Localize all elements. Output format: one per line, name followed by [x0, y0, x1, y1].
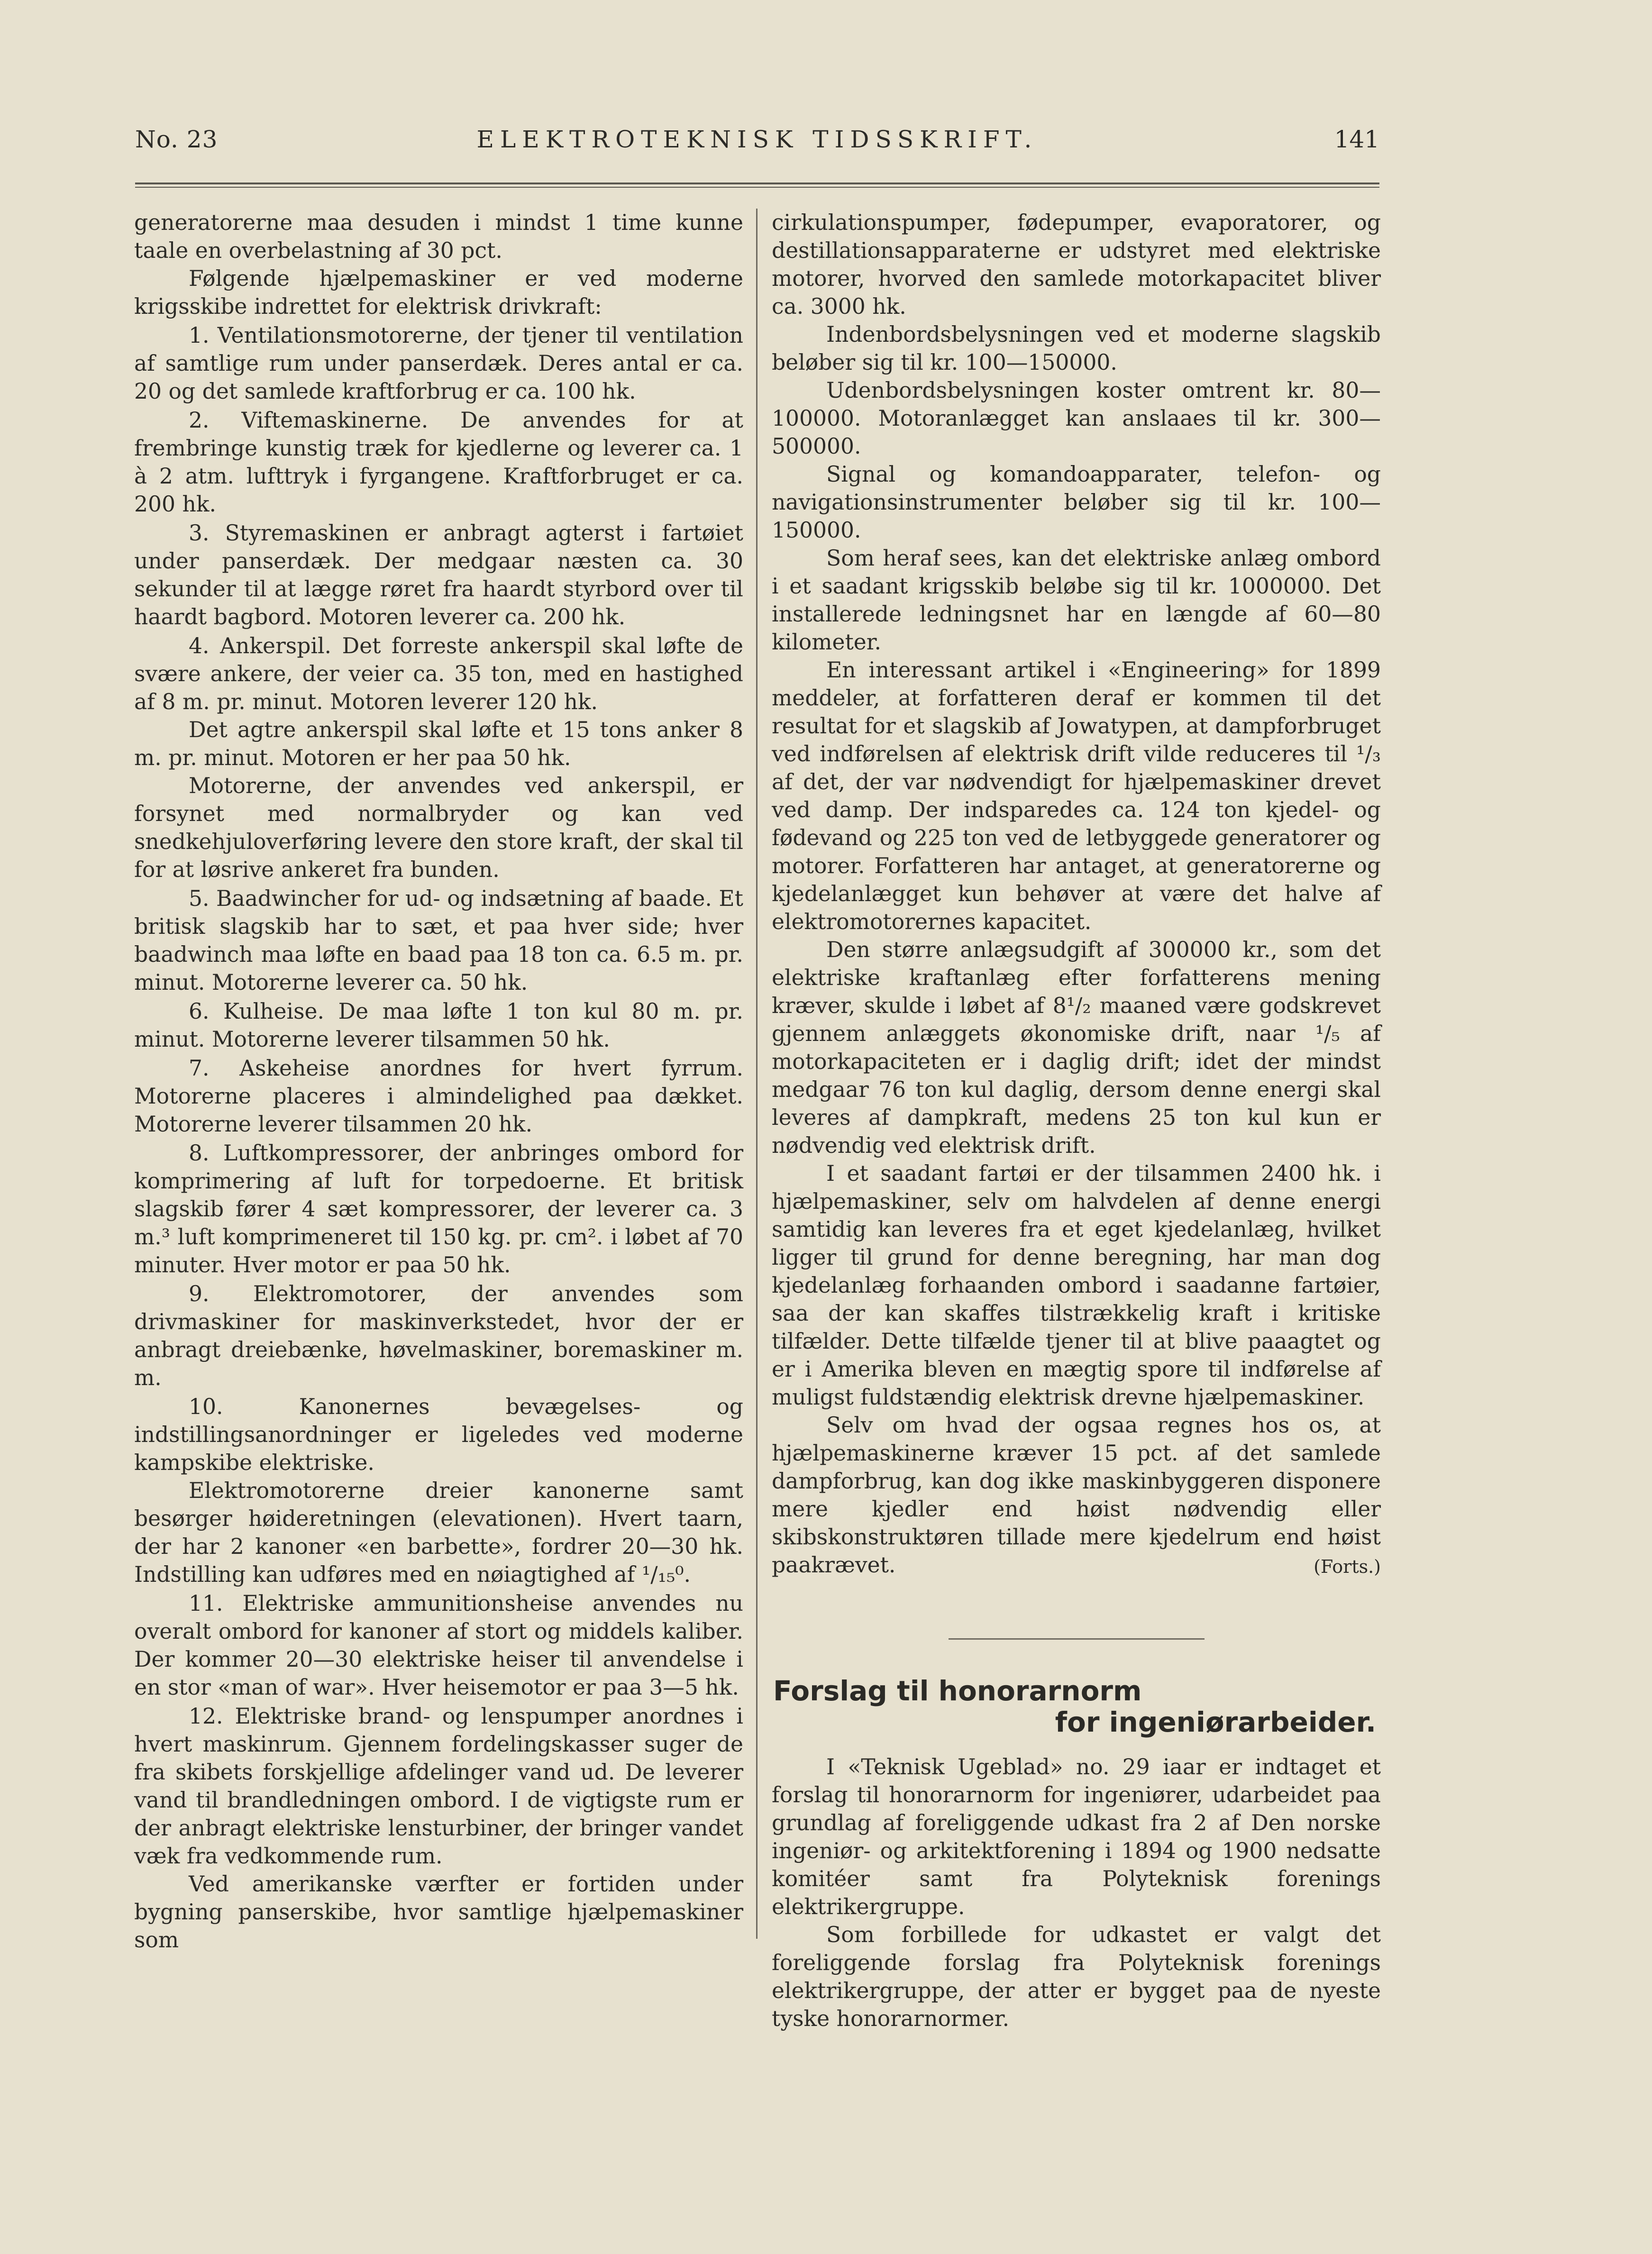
list-item: 10. Kanonernes bevægelses- og indstillingsanordninger er ligeledes ved moderne kampskibe elektriske. — [134, 1394, 743, 1475]
paragraph-text: Selv om hvad der ogsaa regnes hos os, at hjælpemaskinerne kræver 15 pct. af det samlede dampforbrug, kan dog ikke maskinbyggeren disponere mere kjedler end høist nødvendig eller skibskonstruktøren tillade mere kjedelrum end høist paakrævet. — [772, 1413, 1381, 1578]
page-header — [135, 126, 1379, 173]
paragraph: Ved amerikanske værfter er fortiden under bygning panserskibe, hvor samtlige hjælpemaskiner som — [134, 1871, 743, 1953]
paragraph: Som heraf sees, kan det elektriske anlæg ombord i et saadant krigsskib beløbe sig til kr. 1000000. Det installerede ledningsnet har en længde af 60—80 kilometer. — [772, 546, 1381, 655]
right-column — [772, 209, 1381, 2033]
list-item: 9. Elektromotorer, der anvendes som drivmaskiner for maskinverkstedet, hvor der er anbragt dreiebænke, høvelmaskiner, boremaskiner m. m. — [134, 1281, 743, 1390]
header-rule-thin — [135, 187, 1379, 188]
article-title: Forslag til honorarnorm — [773, 1675, 1142, 1707]
list-item: 5. Baadwincher for ud- og indsætning af baade. Et britisk slagskib har to sæt, et paa hver side; hver baadwinch maa løfte en baad paa 18 ton ca. 6.5 m. pr. minut. Motorerne leverer ca. 50 hk. — [134, 886, 743, 995]
list-item: 3. Styremaskinen er anbragt agterst i fartøiet under panserdæk. Der medgaar næsten ca. 30 sekunder til at lægge røret fra haardt styrbord over til haardt bagbord. Motoren leverer ca. 200 hk. — [134, 520, 743, 630]
list-item: 6. Kulheise. De maa løfte 1 ton kul 80 m. pr. minut. Motorerne leverer tilsammen 50 hk. — [134, 999, 743, 1052]
header-rule — [135, 183, 1379, 184]
paragraph: Udenbordsbelysningen koster omtrent kr. 80—100000. Motoranlægget kan anslaaes til kr. 300—500000. — [772, 378, 1381, 459]
list-item: 1. Ventilationsmotorerne, der tjener til ventilation af samtlige rum under panserdæk. Deres antal er ca. 20 og det samlede kraftforbrug er ca. 100 hk. — [134, 323, 743, 404]
list-item: 11. Elektriske ammunitionsheise anvendes nu overalt ombord for kanoner af stort og middels kaliber. Der kommer 20—30 elektriske heiser til anvendelse i en stor «man of war». Hver heisemotor er paa 3—5 hk. — [134, 1591, 743, 1700]
article-title-continued: for ingeniørarbeider. — [1055, 1706, 1376, 1738]
left-column — [134, 209, 743, 1954]
paragraph: Signal og komandoapparater, telefon- og navigationsinstrumenter beløber sig til kr. 100—150000. — [772, 462, 1381, 543]
paragraph: Motorerne, der anvendes ved ankerspil, er forsynet med normalbryder og kan ved snedkehjuloverføring levere den store kraft, der skal til for at løsrive ankeret fra bunden. — [134, 773, 743, 882]
paragraph: Den større anlægsudgift af 300000 kr., som det elektriske kraftanlæg efter forfatterens mening kræver, skulde i løbet af 8¹/₂ maaned være godskrevet gjennem anlæggets økonomiske drift, naar ¹/₅ af motorkapaciteten er i daglig drift; idet der mindst medgaar 76 ton kul daglig, dersom denne energi skal leveres af dampkraft, medens 25 ton kul kun er nødvendig ved elektrisk drift. — [772, 937, 1381, 1158]
paragraph: cirkulationspumper, fødepumper, evaporatorer, og destillationsapparaterne er udstyret med elektriske motorer, hvorved den samlede motorkapacitet bliver ca. 3000 hk. — [772, 210, 1381, 319]
journal-title: ELEKTROTEKNISK TIDSSKRIFT. — [476, 126, 1038, 153]
issue-number: No. 23 — [135, 126, 218, 153]
paragraph: Indenbordsbelysningen ved et moderne slagskib beløber sig til kr. 100—150000. — [772, 322, 1381, 375]
paragraph: Følgende hjælpemaskiner er ved moderne krigsskibe indrettet for elektrisk drivkraft: — [134, 266, 743, 319]
list-item: 4. Ankerspil. Det forreste ankerspil skal løfte de svære ankere, der veier ca. 35 ton, med en hastighed af 8 m. pr. minut. Motoren leverer 120 hk. — [134, 633, 743, 714]
list-item: 12. Elektriske brand- og lenspumper anordnes i hvert maskinrum. Gjennem fordelingskasser suger de fra skibets forskjellige afdelinger vand ud. De leverer vand til brandledningen ombord. I de vigtigste rum er der anbragt elektriske lensturbiner, der bringer vandet væk fra vedkommende rum. — [134, 1704, 743, 1869]
list-item: 7. Askeheise anordnes for hvert fyrrum. Motorerne placeres i almindelighed paa dækket. Motorerne leverer tilsammen 20 hk. — [134, 1056, 743, 1137]
list-item: 2. Viftemaskinerne. De anvendes for at frembringe kunstig træk for kjedlerne og leverer ca. 1 à 2 atm. lufttryk i fyrgangene. Kraftforbruget er ca. 200 hk. — [134, 408, 743, 517]
continuation-note: (Forts.) — [1314, 1556, 1381, 1577]
paragraph: Som forbillede for udkastet er valgt det foreliggende forslag fra Polyteknisk forenings elektrikergruppe, der atter er bygget paa de nyeste tyske honorarnormer. — [772, 1922, 1381, 2031]
paragraph: I et saadant fartøi er der tilsammen 2400 hk. i hjælpemaskiner, selv om halvdelen af denne energi samtidig kan leveres fra et eget kjedelanlæg, hvilket ligger til grund for denne beregning, har man dog kjedelanlæg forhaanden ombord i saadanne fartøier, saa der kan skaffes tilstrækkelig kraft i kritiske tilfælder. Dette tilfælde tjener til at blive paaagtet og er i Amerika bleven en mægtig spore til indførelse af muligst fuldstændig elektrisk drevne hjælpemaskiner. — [772, 1161, 1381, 1410]
paragraph: I «Teknisk Ugeblad» no. 29 iaar er indtaget et forslag til honorarnorm for ingeniører, udarbeidet paa grundlag af foreliggende udkast fra 2 af Den norske ingeniør- og arkitektforening i 1894 og 1900 nedsatte komitéer samt fra Polyteknisk forenings elektrikergruppe. — [772, 1754, 1381, 1919]
column-divider — [756, 209, 758, 1939]
list-item: 8. Luftkompressorer, der anbringes ombord for komprimering af luft for torpedoerne. Et britisk slagskib fører 4 sæt kompressorer, der leverer ca. 3 m.³ luft komprimeneret til 150 kg. pr. cm². i løbet af 70 minuter. Hver motor er paa 50 hk. — [134, 1141, 743, 1278]
paragraph: Det agtre ankerspil skal løfte et 15 tons anker 8 m. pr. minut. Motoren er her paa 50 hk. — [134, 717, 743, 770]
paragraph — [772, 1411, 1381, 1579]
section-divider — [949, 1638, 1205, 1640]
paragraph: En interessant artikel i «Engineering» for 1899 meddeler, at forfatteren deraf er kommen til det resultat for et slagskib af Jowatypen, at dampforbruget ved indførelsen af elektrisk drift vilde reduceres til ¹/₃ af det, der var nødvendigt for hjælpemaskiner drevet ved damp. Der indsparedes ca. 124 ton kjedel- og fødevand og 225 ton ved de letbyggede generatorer og motorer. Forfatteren har antaget, at generatorerne og kjedelanlægget kun behøver at være det halve af elektromotorernes kapacitet. — [772, 657, 1381, 934]
page-number: 141 — [1334, 126, 1379, 153]
paragraph: generatorerne maa desuden i mindst 1 time kunne taale en overbelastning af 30 pct. — [134, 210, 743, 263]
paragraph: Elektromotorerne dreier kanonerne samt besørger høideretningen (elevationen). Hvert taarn, der har 2 kanoner «en barbette», fordrer 20—30 hk. Indstilling kan udføres med en nøiagtighed af ¹/₁₅⁰. — [134, 1478, 743, 1587]
